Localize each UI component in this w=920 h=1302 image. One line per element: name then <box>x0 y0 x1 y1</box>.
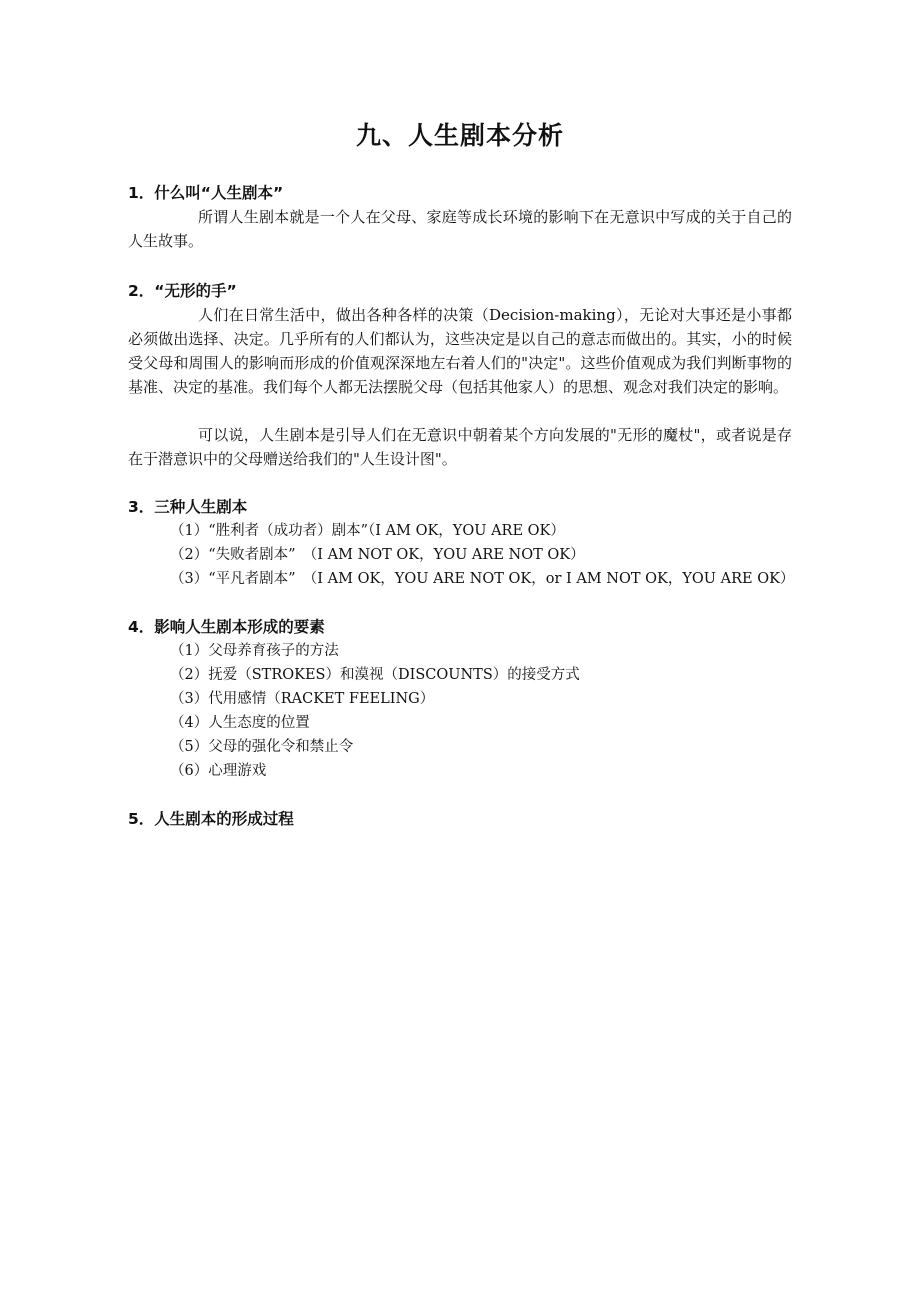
section-1-heading: 1．什么叫“人生剧本” <box>128 184 284 202</box>
list-item: （3）“平凡者剧本” （I AM OK，YOU ARE NOT OK，or I AM NOT OK，YOU ARE OK） <box>170 571 795 587</box>
section-3-heading: 3．三种人生剧本 <box>128 498 248 516</box>
list-item: （3）代用感情（RACKET FEELING） <box>170 691 435 707</box>
section-4-list <box>170 639 580 783</box>
section-3-list <box>170 519 794 591</box>
list-item: （2）“失败者剧本” （I AM NOT OK，YOU ARE NOT OK） <box>170 547 585 563</box>
section-2-paragraph-1: 人们在日常生活中，做出各种各样的决策（Decision-making），无论对大事还是小事都必须做出选择、决定。几乎所有的人们都认为，这些决定是以自己的意志而做出的。其实，小的时候受父母和周围人的影响而形成的价值观深深地左右着人们的"决定"。这些价值观成为我们判断事物的基准、决定的基准。我们每个人都无法摆脱父母（包括其他家人）的思想、观念对我们决定的影响。 <box>128 306 792 396</box>
section-4-heading: 4．影响人生剧本形成的要素 <box>128 618 325 636</box>
list-item: （1）“胜利者（成功者）剧本”（I AM OK，YOU ARE OK） <box>170 523 565 539</box>
list-item: （2）抚爱（STROKES）和漠视（DISCOUNTS）的接受方式 <box>170 667 580 683</box>
section-1-paragraph: 所谓人生剧本就是一个人在父母、家庭等成长环境的影响下在无意识中写成的关于自己的人生故事。 <box>128 208 792 250</box>
list-item: （4）人生态度的位置 <box>170 715 310 731</box>
section-5-heading: 5．人生剧本的形成过程 <box>128 810 294 828</box>
section-2-paragraph-2: 可以说，人生剧本是引导人们在无意识中朝着某个方向发展的"无形的魔杖"，或者说是存在于潜意识中的父母赠送给我们的"人生设计图"。 <box>128 426 792 468</box>
section-2-heading: 2．“无形的手” <box>128 282 237 300</box>
page-title: 九、人生剧本分析 <box>355 121 564 150</box>
list-item: （1）父母养育孩子的方法 <box>170 643 339 659</box>
list-item: （5）父母的强化令和禁止令 <box>170 739 354 755</box>
list-item: （6）心理游戏 <box>170 763 267 779</box>
